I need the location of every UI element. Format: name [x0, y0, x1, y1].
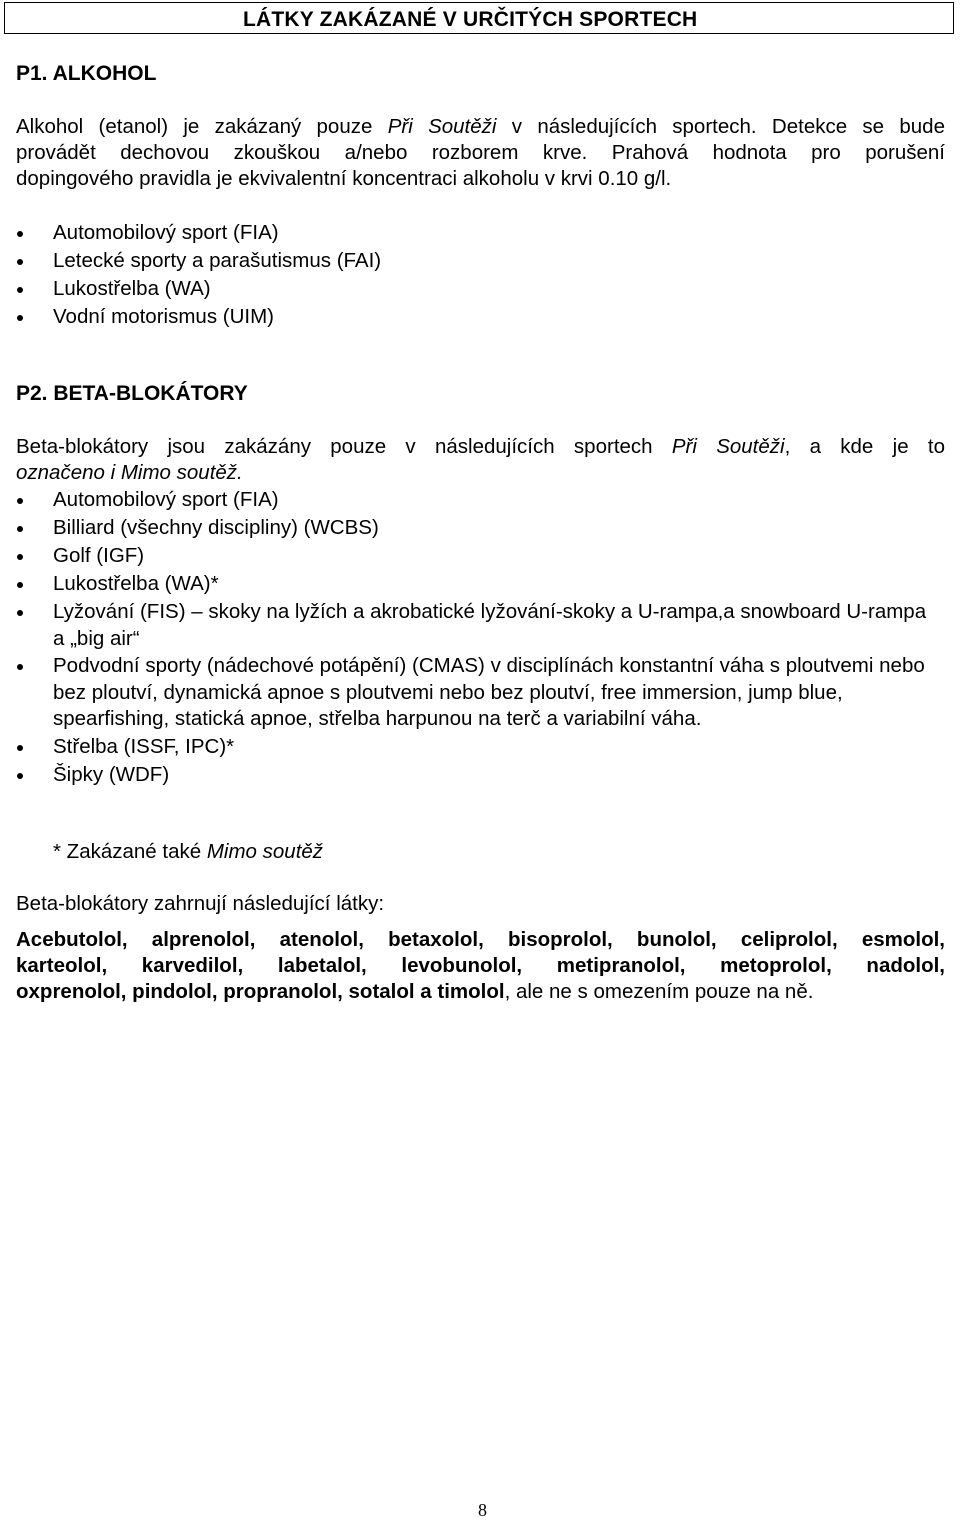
bullet-icon — [17, 259, 23, 265]
list-item: Lukostřelba (WA) — [0, 275, 933, 303]
substances-line1: Acebutolol, alprenolol, atenolol, betaxolol, bisoprolol, bunolol, celiprolol, esmolol, — [16, 928, 945, 951]
bullet-icon — [17, 287, 23, 293]
p2-paragraph-line1: Beta-blokátory jsou zakázány pouze v následujících sportech Při Soutěži, a kde je to — [16, 435, 945, 458]
bullet-icon — [17, 526, 23, 532]
list-item: Podvodní sporty (nádechové potápění) (CMAS) v disciplínách konstantní váha s ploutvemi nebo bez ploutví, dynamická apnoe s ploutvemi nebo bez ploutví, free immersion, jump blue, spearfishing, statická apnoe, střelba harpunou na terč a variabilní váha. — [0, 653, 933, 733]
list-item: Golf (IGF) — [0, 542, 933, 570]
bullet-icon — [17, 498, 23, 504]
bullet-icon — [17, 610, 23, 616]
section-heading-p1: P1. ALKOHOL — [16, 62, 157, 85]
bullet-icon — [17, 664, 23, 670]
substances-intro: Beta-blokátory zahrnují následující látky: — [16, 892, 385, 915]
section-heading-p2: P2. BETA-BLOKÁTORY — [16, 382, 248, 405]
list-item: Střelba (ISSF, IPC)* — [0, 733, 933, 761]
list-item: Lyžování (FIS) – skoky na lyžích a akrobatické lyžování-skoky a U-rampa,a snowboard U-rampa a „big air“ — [0, 599, 933, 652]
bullet-icon — [17, 745, 23, 751]
bullet-icon — [17, 231, 23, 237]
list-item: Billiard (všechny discipliny) (WCBS) — [0, 514, 933, 542]
list-item: Šipky (WDF) — [0, 761, 933, 789]
p2-paragraph — [16, 434, 945, 486]
list-item: Letecké sporty a parašutismus (FAI) — [0, 247, 933, 275]
p2-sport-list — [0, 486, 960, 789]
p1-paragraph — [16, 114, 945, 192]
list-item: Automobilový sport (FIA) — [0, 219, 933, 247]
header-box — [4, 2, 954, 34]
p1-sport-list — [0, 219, 960, 331]
bullet-icon — [17, 315, 23, 321]
p2-paragraph-line2: označeno i Mimo soutěž. — [16, 461, 243, 484]
p1-paragraph-line1: Alkohol (etanol) je zakázaný pouze Při Soutěži v následujících sportech. Detekce se bude — [16, 115, 945, 138]
substances-line2: karteolol, karvedilol, labetalol, levobunolol, metipranolol, metoprolol, nadolol, — [16, 954, 945, 977]
p1-paragraph-line2: provádět dechovou zkouškou a/nebo rozborem krve. Prahová hodnota pro porušení — [16, 141, 945, 164]
bullet-icon — [17, 582, 23, 588]
list-item: Lukostřelba (WA)* — [0, 570, 933, 598]
page-number: 8 — [478, 1500, 487, 1520]
substances-list — [16, 927, 945, 1005]
page-header-title: LÁTKY ZAKÁZANÉ V URČITÝCH SPORTECH — [243, 8, 698, 31]
list-item: Automobilový sport (FIA) — [0, 486, 933, 514]
bullet-icon — [17, 554, 23, 560]
p2-note: * Zakázané také Mimo soutěž — [53, 840, 324, 863]
substances-line3: oxprenolol, pindolol, propranolol, sotalol a timolol, ale ne s omezením pouze na ně. — [16, 980, 814, 1003]
p1-paragraph-line3: dopingového pravidla je ekvivalentní koncentraci alkoholu v krvi 0.10 g/l. — [16, 167, 672, 190]
bullet-icon — [17, 773, 23, 779]
list-item: Vodní motorismus (UIM) — [0, 303, 933, 331]
